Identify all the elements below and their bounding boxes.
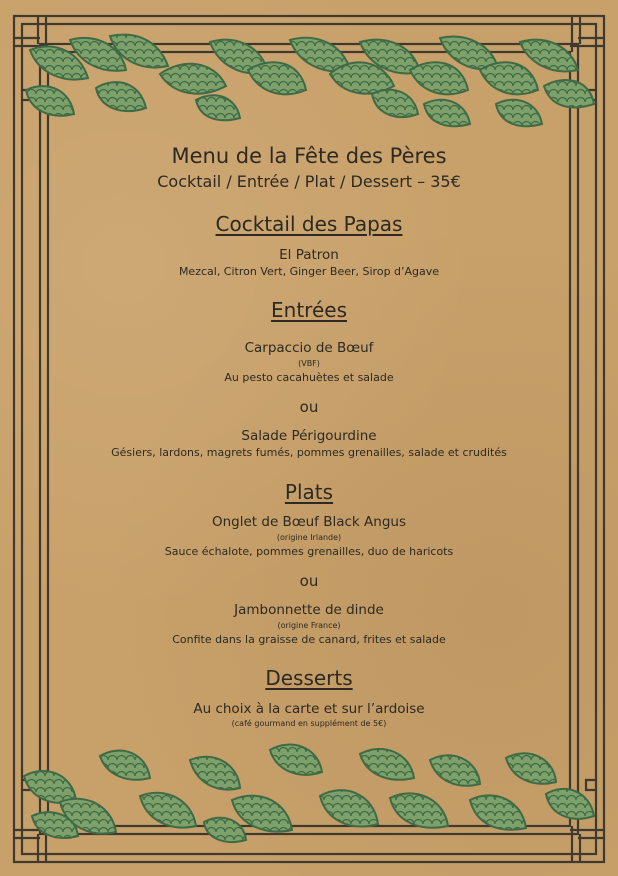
section-heading-cocktail: Cocktail des Papas	[215, 212, 403, 236]
entree-1-origin: (VBF)	[298, 359, 320, 368]
plat-2-name: Jambonnette de dinde	[234, 602, 384, 618]
cocktail-description: Mezcal, Citron Vert, Ginger Beer, Sirop d’Agave	[178, 265, 440, 278]
section-heading-entrees: Entrées	[271, 298, 347, 322]
plat-2-origin: (origine France)	[277, 621, 341, 630]
plat-separator: ou	[299, 572, 319, 590]
section-heading-desserts: Desserts	[265, 666, 353, 690]
plat-1-name: Onglet de Bœuf Black Angus	[212, 514, 406, 530]
entree-2-description: Gésiers, lardons, magrets fumés, pommes grenailles, salade et crudités	[111, 446, 507, 459]
dessert-name: Au choix à la carte et sur l’ardoise	[193, 701, 425, 717]
entree-1-description: Au pesto cacahuètes et salade	[224, 371, 394, 384]
cocktail-name: El Patron	[279, 247, 339, 263]
menu-subtitle: Cocktail / Entrée / Plat / Dessert – 35€	[157, 172, 461, 191]
section-heading-plats: Plats	[284, 480, 334, 504]
plat-2-description: Confite dans la graisse de canard, frites et salade	[172, 633, 446, 646]
entree-separator: ou	[299, 398, 319, 416]
entree-1-name: Carpaccio de Bœuf	[244, 340, 374, 356]
entree-2-name: Salade Périgourdine	[241, 428, 377, 444]
plat-1-origin: (origine Irlande)	[276, 533, 342, 542]
plat-1-description: Sauce échalote, pommes grenailles, duo de haricots	[164, 545, 454, 558]
menu-title: Menu de la Fête des Pères	[171, 144, 447, 168]
dessert-note: (café gourmand en supplément de 5€)	[231, 719, 387, 728]
